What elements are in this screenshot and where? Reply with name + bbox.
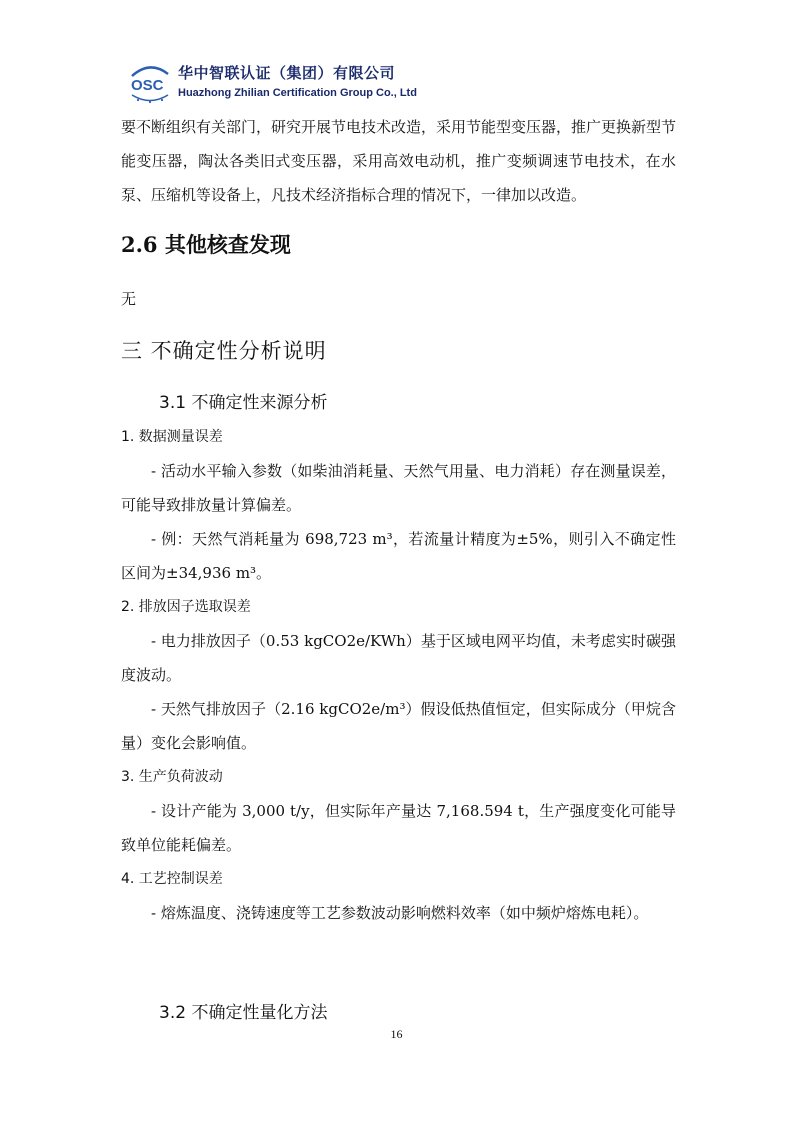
list-item-detail: - 天然气排放因子（2.16 kgCO2e/m³）假设低热值恒定，但实际成分（甲烷含量）变化会影响值。 <box>121 700 676 752</box>
intro-paragraph: 要不断组织有关部门，研究开展节电技术改造，采用节能型变压器，推广更换新型节能变压器，陶汰各类旧式变压器，采用高效电动机，推广变频调速节电技术，在水泵、压缩机等设备上，凡技术经济指标合理的情况下，一律加以改造。 <box>121 118 677 204</box>
list-item-detail: - 电力排放因子（0.53 kgCO2e/KWh）基于区域电网平均值，未考虑实时碳强度波动。 <box>121 632 676 684</box>
section-2-6-heading: 2.6 其他核查发现 <box>121 232 291 257</box>
page-header <box>128 60 428 108</box>
list-item-heading: 4. 工艺控制误差 <box>121 871 223 887</box>
list-item-heading: 2. 排放因子选取误差 <box>121 599 251 615</box>
section-2-6-text: 无 <box>121 290 137 308</box>
list-item-detail: - 熔炼温度、浇铸速度等工艺参数波动影响燃料效率（如中频炉熔炼电耗）。 <box>151 904 649 922</box>
section-3-1-heading: 3.1 不确定性来源分析 <box>159 393 328 413</box>
section-3-heading: 三 不确定性分析说明 <box>121 339 327 363</box>
section-3-2-heading: 3.2 不确定性量化方法 <box>159 1003 328 1023</box>
list-item-detail: - 例：天然气消耗量为 698,723 m³，若流量计精度为±5%，则引入不确定性区间为±34,936 m³。 <box>121 530 676 582</box>
list-item-heading: 3. 生产负荷波动 <box>121 769 223 785</box>
list-item-detail: - 设计产能为 3,000 t/y，但实际年产量达 7,168.594 t，生产强度变化可能导致单位能耗偏差。 <box>121 802 676 854</box>
list-item-detail: - 活动水平输入参数（如柴油消耗量、天然气用量、电力消耗）存在测量误差，可能导致排放量计算偏差。 <box>121 462 676 514</box>
company-logo-icon <box>128 62 172 104</box>
page-number: 16 <box>390 1027 403 1041</box>
company-name-en: Huazhong Zhilian Certification Group Co., Ltd <box>178 87 417 99</box>
document-body <box>121 110 676 930</box>
logo-letters: OSC <box>131 77 164 94</box>
list-item-heading: 1. 数据测量误差 <box>121 429 223 445</box>
company-name-cn: 华中智联认证（集团）有限公司 <box>178 64 396 82</box>
